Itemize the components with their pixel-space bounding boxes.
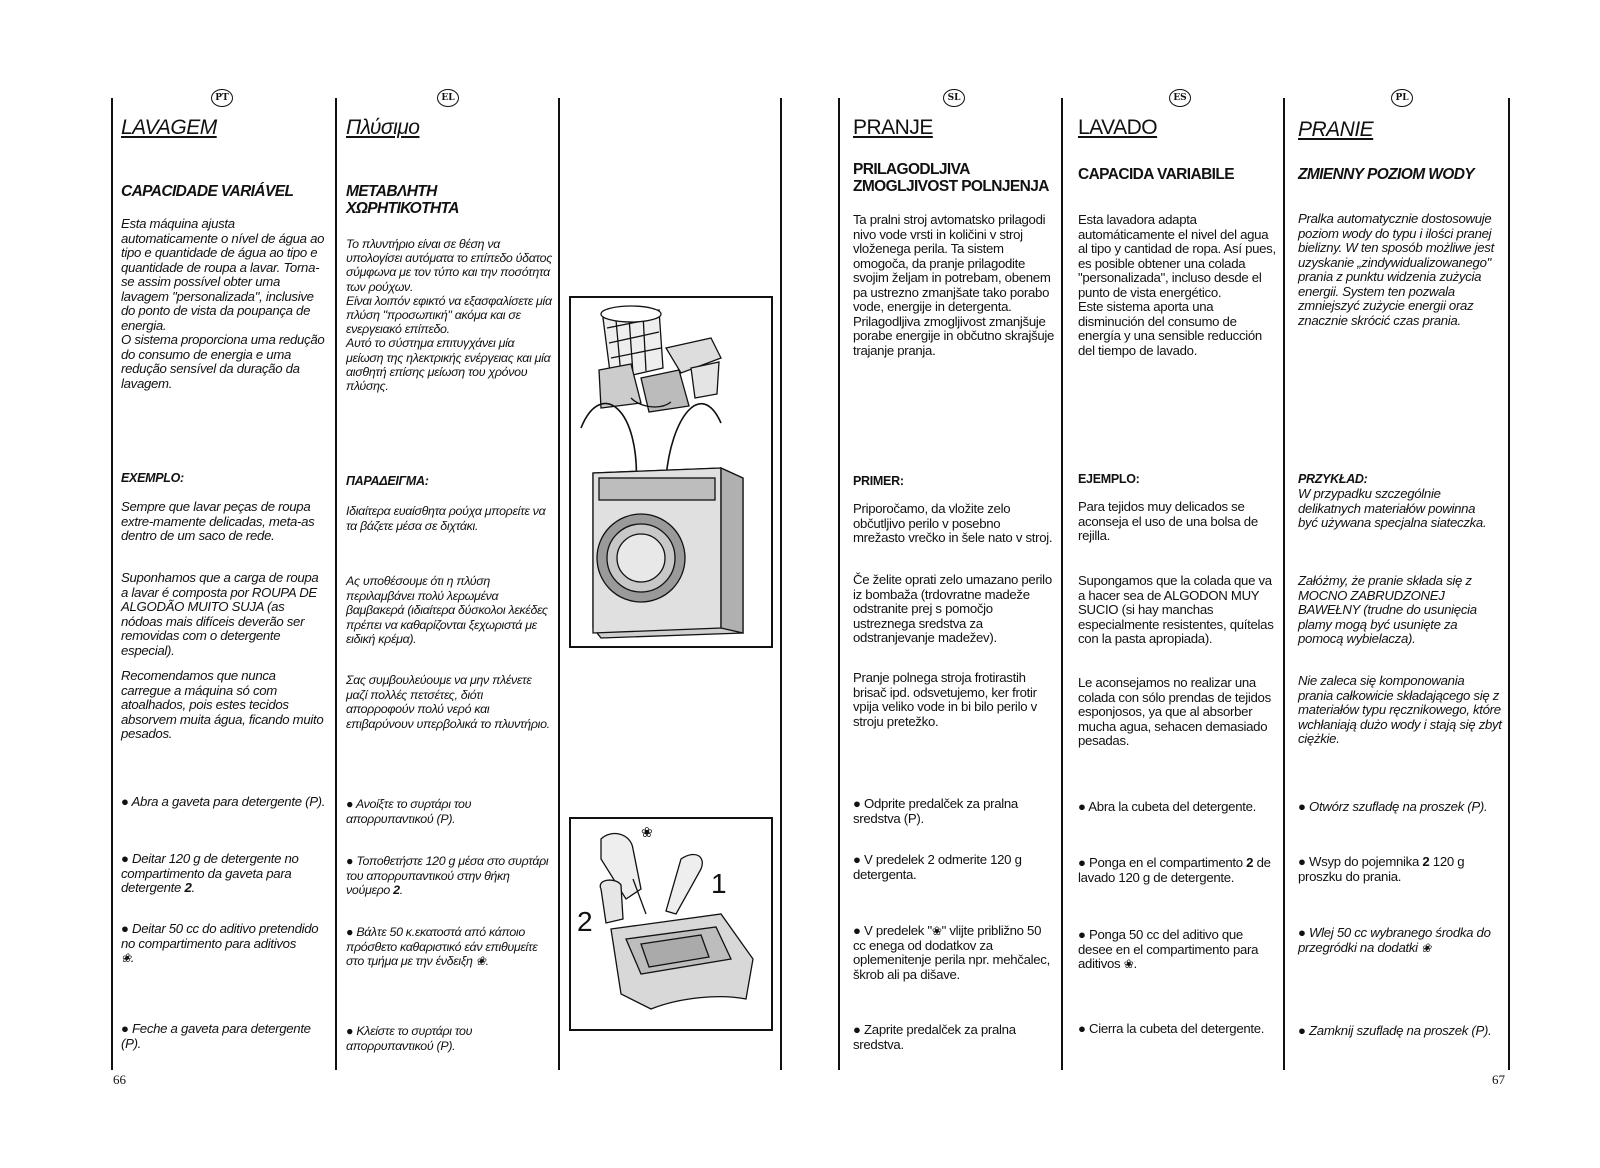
step-sl-4: ● Zaprite predalček za pralna sredstva. — [853, 1022, 1016, 1052]
figure-washing-machine — [569, 296, 773, 648]
flower-icon: ❀ — [475, 954, 486, 968]
example-label-sl: PRIMER: — [853, 474, 904, 488]
column-rule — [1061, 98, 1063, 1070]
language-badge-pt: PT — [211, 89, 233, 107]
step-sl-3-text: ● V predelek " — [853, 923, 932, 938]
step-pt-2-number: 2 — [184, 880, 192, 895]
language-badge-el: EL — [437, 89, 459, 107]
figure-label-2: 2 — [577, 906, 593, 937]
example-text-el-2: Ας υποθέσουμε ότι η πλύση περιλαμβάνει πολύ λερωμένα βαμβακερά (ιδιαίτερα δύσκολοι λεκέδες πρέπει να καθαρίζονται ξεχωριστά με ειδική κρέμα). — [346, 574, 548, 646]
language-badge-sl: SL — [943, 89, 965, 107]
flower-icon: ❀ — [931, 924, 942, 938]
page-number-left: 66 — [113, 1072, 126, 1087]
figure-detergent-drawer — [569, 817, 773, 1031]
step-pt-2-end: . — [191, 880, 195, 895]
flower-icon: ❀ — [641, 825, 653, 841]
section-title-es: LAVADO — [1078, 116, 1158, 139]
language-badge-pl: PL — [1391, 89, 1413, 107]
example-text-sl-1: Priporočamo, da vložite zelo občutljivo perilo v posebno mrežasto vrečko in šele nato v stroj. — [853, 501, 1053, 545]
section-title-sl: PRANJE — [853, 116, 933, 139]
example-text-es-3: Le aconsejamos no realizar una colada con sólo prendas de tejidos esponjosos, ya que al absorber mucha agua, sehacen demasiado pesadas. — [1078, 675, 1271, 748]
section-title-pt: LAVAGEM — [121, 116, 217, 139]
step-sl-1: ● Odprite predalček za pralna sredstva (P). — [853, 796, 1018, 826]
flower-icon: ❀ — [121, 951, 131, 965]
step-pt-4: ● Feche a gaveta para detergente (P). — [121, 1021, 311, 1051]
step-el-1: ● Ανοίξτε το συρτάρι του απορρυπαντικού (P). — [346, 797, 472, 826]
step-pt-2 — [121, 852, 326, 896]
section-title-pl: PRANIE — [1298, 118, 1374, 141]
example-text-pl-1: W przypadku szczególnie delikatnych materiałów powinna być używana specjalna siateczka. — [1298, 486, 1487, 530]
page-number-right: 67 — [1492, 1072, 1505, 1087]
step-es-2-end: de lavado 120 g de detergente. — [1078, 855, 1271, 885]
example-label-el: ΠΑΡΑΔΕΙΓΜΑ: — [346, 474, 429, 488]
step-es-3-end: . — [1133, 956, 1137, 971]
step-es-4: ● Cierra la cubeta del detergente. — [1078, 1021, 1265, 1036]
step-pl-2-end: 120 g proszku do prania. — [1298, 854, 1465, 884]
example-label-es: EJEMPLO: — [1078, 472, 1140, 486]
step-pl-1: ● Otwórz szufladę na proszek (P). — [1298, 799, 1488, 814]
example-text-pt-2: Suponhamos que a carga de roupa a lavar é composta por ROUPA DE ALGODÃO MUITO SUJA (as nódoas mais difíceis deverão ser removidas com o detergente especial). — [121, 570, 319, 658]
detergent-drawer-illustration — [571, 819, 771, 1029]
intro-text-sl: Ta pralni stroj avtomatsko prilagodi nivo vode vrsti in količini v stroj vloženega perila. Ta sistem omogoča, da pranje prilagodite svojim željam in potrebam, obenem pa ustrezno zmanjšate tako porabo vode, energije in detergenta. Prilagodljiva zmogljivost zmanjšuje porabe energije in občutno skrajšuje trajanje pranja. — [853, 212, 1055, 358]
example-text-el-1: Ιδιαίτερα ευαίσθητα ρούχα μπορείτε να τα βάζετε μέσα σε διχτάκι. — [346, 504, 546, 533]
column-rule — [335, 98, 337, 1070]
step-pl-3 — [1298, 926, 1498, 955]
step-es-3 — [1078, 928, 1278, 972]
flower-icon: ❀ — [1123, 957, 1134, 971]
step-sl-2: ● V predelek 2 odmerite 120 g detergenta. — [853, 852, 1022, 882]
section-heading-pt: CAPACIDADE VARIÁVEL — [121, 183, 294, 200]
step-el-2 — [346, 854, 551, 898]
step-pt-3-text: ● Deitar 50 cc do aditivo pretendido no compartimento para aditivos — [121, 921, 319, 951]
language-badge-es: ES — [1169, 89, 1191, 107]
example-text-sl-2: Če želite oprati zelo umazano perilo iz bombaža (trdovratne madeže odstranite prej s pomočjo ustreznega sredstva za odstranjevanje madežev). — [853, 572, 1052, 645]
step-pt-2-text: ● Deitar 120 g de detergente no compartimento da gaveta para detergente — [121, 851, 299, 895]
step-sl-3 — [853, 924, 1053, 982]
step-el-4: ● Κλείστε το συρτάρι του απορρυπαντικού (P). — [346, 1024, 473, 1053]
step-el-3-text: ● Βάλτε 50 κ.εκατοστά από κάποιο πρόσθετο καθαριστικό εάν επιθυμείτε στο τμήμα με την ένδειξη — [346, 925, 538, 968]
intro-text-el: Το πλυντήριο είναι σε θέση να υπολογίσει αυτόματα το επίπεδο ύδατος σύμφωνα με τον τύπο και την ποσότητα των ρούχων. Είναι λοιπόν εφικτό να εξασφαλίσετε μία πλύση "προσωπική" ακόμα και σε ενεργειακό επίπεδο. Αυτό το σύστημα επιτυγχάνει μία μείωση της ηλεκτρικής ενέργειας και μία αισθητή επίσης μείωση του χρόνου πλύσης. — [346, 237, 553, 394]
step-el-3-end: . — [485, 954, 489, 968]
washing-machine-illustration — [571, 298, 771, 646]
example-text-pl-2: Załóżmy, że pranie składa się z MOCNO ZABRUDZONEJ BAWEŁNY (trudne do usunięcia plamy mogą być usunięte za pomocą wybielacza). — [1298, 573, 1477, 646]
figure-label-1: 1 — [711, 868, 727, 899]
section-heading-sl: PRILAGODLJIVA ZMOGLJIVOST POLNJENJA — [853, 161, 1049, 195]
step-es-1: ● Abra la cubeta del detergente. — [1078, 799, 1256, 814]
example-text-pt-1: Sempre que lavar peças de roupa extre-mamente delicadas, meta-as dentro de um saco de rede. — [121, 499, 315, 543]
step-el-2-text: ● Τοποθετήστε 120 g μέσα στο συρτάρι του απορρυπαντικού στην θήκη νούμερο — [346, 854, 549, 897]
step-pl-3-text: ● Wlej 50 cc wybranego środka do przegródki na dodatki — [1298, 925, 1491, 955]
column-rule — [1508, 98, 1510, 1070]
example-text-el-3: Σας συμβουλεύουμε να μην πλένετε μαζί πολλές πετσέτες, διότι απορροφούν πολύ νερό και επιβαρύνουν υπερβολικά το πλυντήριο. — [346, 673, 550, 731]
section-heading-es: CAPACIDA VARIABILE — [1078, 166, 1234, 183]
intro-text-es: Esta lavadora adapta automáticamente el nivel del agua al tipo y cantidad de ropa. Así pues, es posible obtener una colada "personalizada", incluso desde el punto de vista energético. Este sistema aporta una disminución del consumo de energía y una sensible reducción del tiempo de lavado. — [1078, 212, 1276, 358]
column-rule — [558, 98, 560, 1070]
example-text-es-1: Para tejidos muy delicados se aconseja el uso de una bolsa de rejilla. — [1078, 499, 1258, 543]
column-rule — [1283, 98, 1285, 1070]
example-text-sl-3: Pranje polnega stroja frotirastih brisač ipd. odsvetujemo, ker frotir vpija veliko vode in bi bilo perilo v stroju pretežko. — [853, 670, 1037, 729]
example-text-pl-3: Nie zaleca się komponowania prania całkowicie składającego się z materiałów typu ręcznikowego, które wchłaniają dużo wody i stają się zbyt ciężkie. — [1298, 673, 1502, 746]
section-heading-pl: ZMIENNY POZIOM WODY — [1298, 166, 1475, 183]
step-pl-4: ● Zamknij szufladę na proszek (P). — [1298, 1023, 1492, 1038]
example-text-es-2: Supongamos que la colada que va a hacer sea de ALGODON MUY SUCIO (si hay manchas especialmente resistentes, quítelas con la pasta apropiada). — [1078, 573, 1274, 646]
example-label-pt: EXEMPLO: — [121, 471, 184, 485]
step-pt-3 — [121, 922, 326, 966]
step-el-3 — [346, 925, 551, 969]
example-text-pt-3: Recomendamos que nunca carregue a máquina só com atoalhados, pois estes tecidos absorvem muita água, ficando muito pesados. — [121, 668, 324, 741]
flower-icon: ❀ — [1421, 940, 1431, 955]
column-rule — [780, 98, 782, 1070]
step-sl-3-end: " vlijte približno 50 cc enega od dodatkov za oplemenitenje perila npr. mehčalec, škrob ali pa dišave. — [853, 923, 1050, 982]
example-label-pl: PRZYKŁAD: — [1298, 472, 1368, 486]
step-es-2-number: 2 — [1246, 855, 1254, 870]
intro-text-pl: Pralka automatycznie dostosowuje poziom wody do typu i ilości pranej bielizny. W ten sposób możliwe jest uzyskanie „zindywidualizowanego" prania z punktu widzenia zużycia energii. System ten pozwala zmniejszyć zużycie energii oraz znacznie skrócić czas prania. — [1298, 211, 1494, 328]
section-heading-el: ΜΕΤΑΒΛΗΤΗ ΧΩΡΗΤΙΚΟΤΗΤΑ — [346, 183, 459, 217]
step-pt-3-end: . — [130, 950, 135, 965]
section-title-el: Πλύσιμο — [346, 116, 420, 139]
step-pl-2-text: ● Wsyp do pojemnika — [1298, 854, 1423, 869]
step-el-2-number: 2 — [393, 883, 400, 897]
step-pt-1: ● Abra a gaveta para detergente (P). — [121, 794, 326, 809]
step-es-2-text: ● Ponga en el compartimento — [1078, 855, 1247, 870]
column-rule — [838, 98, 840, 1070]
intro-text-pt: Esta máquina ajusta automaticamente o nível de água ao tipo e quantidade de água ao tipo e quantidade de roupa a lavar. Torna-se assim possível obter uma lavagem "personalizada", inclusive do ponto de vista da poupança de energia. O sistema proporciona uma redução do consumo de energia e uma redução sensível da duração da lavagem. — [121, 216, 325, 391]
step-pl-2 — [1298, 855, 1498, 884]
step-es-3-text: ● Ponga 50 cc del aditivo que desee en el compartimento para aditivos — [1078, 927, 1259, 971]
step-el-2-end: . — [399, 883, 403, 897]
column-rule — [111, 98, 113, 1070]
step-es-2 — [1078, 856, 1278, 885]
step-pl-2-number: 2 — [1422, 854, 1430, 869]
